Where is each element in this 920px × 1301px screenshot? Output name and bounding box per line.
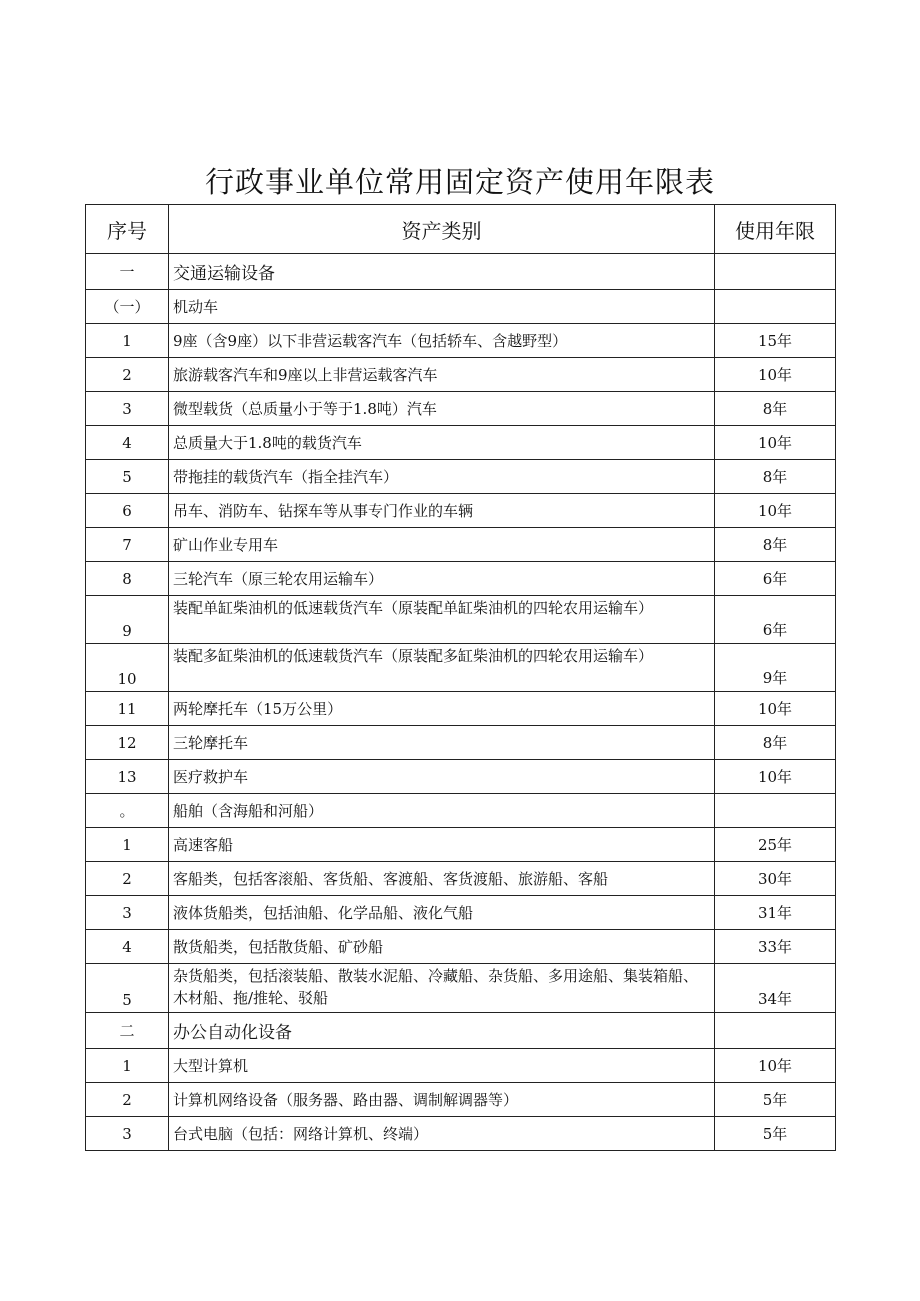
- cell-seq: 4: [86, 930, 169, 964]
- header-seq: 序号: [86, 205, 169, 254]
- table-row: [86, 460, 836, 494]
- cell-life: 10年: [715, 760, 836, 794]
- cell-seq: 7: [86, 528, 169, 562]
- page-title: 行政事业单位常用固定资产使用年限表: [204, 165, 715, 199]
- cell-seq: 2: [86, 1083, 169, 1117]
- table-row: [86, 1083, 836, 1117]
- cell-life: 10年: [715, 1049, 836, 1083]
- cell-seq: 3: [86, 1117, 169, 1151]
- cell-category: 医疗救护车: [169, 760, 715, 794]
- table-row: [86, 596, 836, 644]
- cell-life: 25年: [715, 828, 836, 862]
- cell-category: 台式电脑（包括：网络计算机、终端）: [169, 1117, 715, 1151]
- table-row: [86, 692, 836, 726]
- table-row: [86, 358, 836, 392]
- cell-seq: 3: [86, 392, 169, 426]
- table-row: [86, 828, 836, 862]
- table-row: [86, 964, 836, 1013]
- cell-life: 10年: [715, 426, 836, 460]
- cell-category: 三轮汽车（原三轮农用运输车）: [169, 562, 715, 596]
- cell-category: 两轮摩托车（15万公里）: [169, 692, 715, 726]
- cell-category: 矿山作业专用车: [169, 528, 715, 562]
- cell-category: 装配单缸柴油机的低速载货汽车（原装配单缸柴油机的四轮农用运输车）: [169, 596, 715, 644]
- cell-seq: 8: [86, 562, 169, 596]
- cell-seq: 4: [86, 426, 169, 460]
- cell-category: 带拖挂的载货汽车（指全挂汽车）: [169, 460, 715, 494]
- table-row: [86, 324, 836, 358]
- cell-seq: 一: [86, 254, 169, 290]
- cell-category: 散货船类，包括散货船、矿砂船: [169, 930, 715, 964]
- cell-seq: 2: [86, 862, 169, 896]
- cell-life: [715, 254, 836, 290]
- cell-life: 10年: [715, 358, 836, 392]
- cell-life: 8年: [715, 726, 836, 760]
- cell-seq: 二: [86, 1013, 169, 1049]
- header-life: 使用年限: [715, 205, 836, 254]
- cell-category: 三轮摩托车: [169, 726, 715, 760]
- cell-seq: 1: [86, 1049, 169, 1083]
- cell-seq: （一）: [86, 290, 169, 324]
- table-row: [86, 494, 836, 528]
- cell-life: [715, 290, 836, 324]
- table-header-row: [86, 205, 836, 254]
- cell-seq: 1: [86, 324, 169, 358]
- cell-category: 客船类，包括客滚船、客货船、客渡船、客货渡船、旅游船、客船: [169, 862, 715, 896]
- cell-category: 船舶（含海船和河船）: [169, 794, 715, 828]
- table-row: [86, 528, 836, 562]
- cell-life: 8年: [715, 460, 836, 494]
- table-row: [86, 392, 836, 426]
- cell-life: 8年: [715, 392, 836, 426]
- cell-category: 装配多缸柴油机的低速载货汽车（原装配多缸柴油机的四轮农用运输车）: [169, 644, 715, 692]
- table-row: [86, 644, 836, 692]
- cell-life: 31年: [715, 896, 836, 930]
- cell-seq: 6: [86, 494, 169, 528]
- cell-category: 旅游载客汽车和9座以上非营运载客汽车: [169, 358, 715, 392]
- cell-life: [715, 1013, 836, 1049]
- cell-life: 9年: [715, 644, 836, 692]
- cell-life: 8年: [715, 528, 836, 562]
- cell-life: [715, 794, 836, 828]
- cell-category: 高速客船: [169, 828, 715, 862]
- cell-life: 15年: [715, 324, 836, 358]
- cell-life: 10年: [715, 494, 836, 528]
- cell-seq: 10: [86, 644, 169, 692]
- cell-seq: 11: [86, 692, 169, 726]
- table-row: [86, 562, 836, 596]
- cell-seq: 9: [86, 596, 169, 644]
- cell-category: 机动车: [169, 290, 715, 324]
- table-row: [86, 726, 836, 760]
- cell-category: 计算机网络设备（服务器、路由器、调制解调器等）: [169, 1083, 715, 1117]
- cell-category: 微型载货（总质量小于等于1.8吨）汽车: [169, 392, 715, 426]
- cell-seq: 12: [86, 726, 169, 760]
- cell-life: 10年: [715, 692, 836, 726]
- cell-life: 6年: [715, 596, 836, 644]
- cell-seq: 5: [86, 460, 169, 494]
- cell-category: 总质量大于1.8吨的载货汽车: [169, 426, 715, 460]
- cell-life: 34年: [715, 964, 836, 1013]
- cell-life: 6年: [715, 562, 836, 596]
- cell-seq: 13: [86, 760, 169, 794]
- table-row: [86, 290, 836, 324]
- table-row: [86, 794, 836, 828]
- cell-life: 5年: [715, 1083, 836, 1117]
- table-row: [86, 1117, 836, 1151]
- cell-category: 杂货船类，包括滚装船、散装水泥船、冷藏船、杂货船、多用途船、集装箱船、木材船、拖/推轮、驳船: [169, 964, 715, 1013]
- cell-seq: 2: [86, 358, 169, 392]
- cell-category: 交通运输设备: [169, 254, 715, 290]
- cell-life: 5年: [715, 1117, 836, 1151]
- cell-life: 30年: [715, 862, 836, 896]
- header-category: 资产类别: [169, 205, 715, 254]
- cell-category: 办公自动化设备: [169, 1013, 715, 1049]
- table-row: [86, 930, 836, 964]
- table-row: [86, 254, 836, 290]
- table-row: [86, 862, 836, 896]
- cell-category: 大型计算机: [169, 1049, 715, 1083]
- cell-category: 液体货船类，包括油船、化学品船、液化气船: [169, 896, 715, 930]
- cell-seq: 。: [86, 794, 169, 828]
- table-body: [86, 254, 836, 1151]
- asset-life-table: [85, 204, 836, 1151]
- cell-seq: 3: [86, 896, 169, 930]
- table-row: [86, 426, 836, 460]
- table-row: [86, 760, 836, 794]
- cell-seq: 1: [86, 828, 169, 862]
- cell-life: 33年: [715, 930, 836, 964]
- table-row: [86, 1049, 836, 1083]
- cell-category: 9座（含9座）以下非营运载客汽车（包括轿车、含越野型）: [169, 324, 715, 358]
- cell-category: 吊车、消防车、钻探车等从事专门作业的车辆: [169, 494, 715, 528]
- cell-seq: 5: [86, 964, 169, 1013]
- table-row: [86, 896, 836, 930]
- table-row: [86, 1013, 836, 1049]
